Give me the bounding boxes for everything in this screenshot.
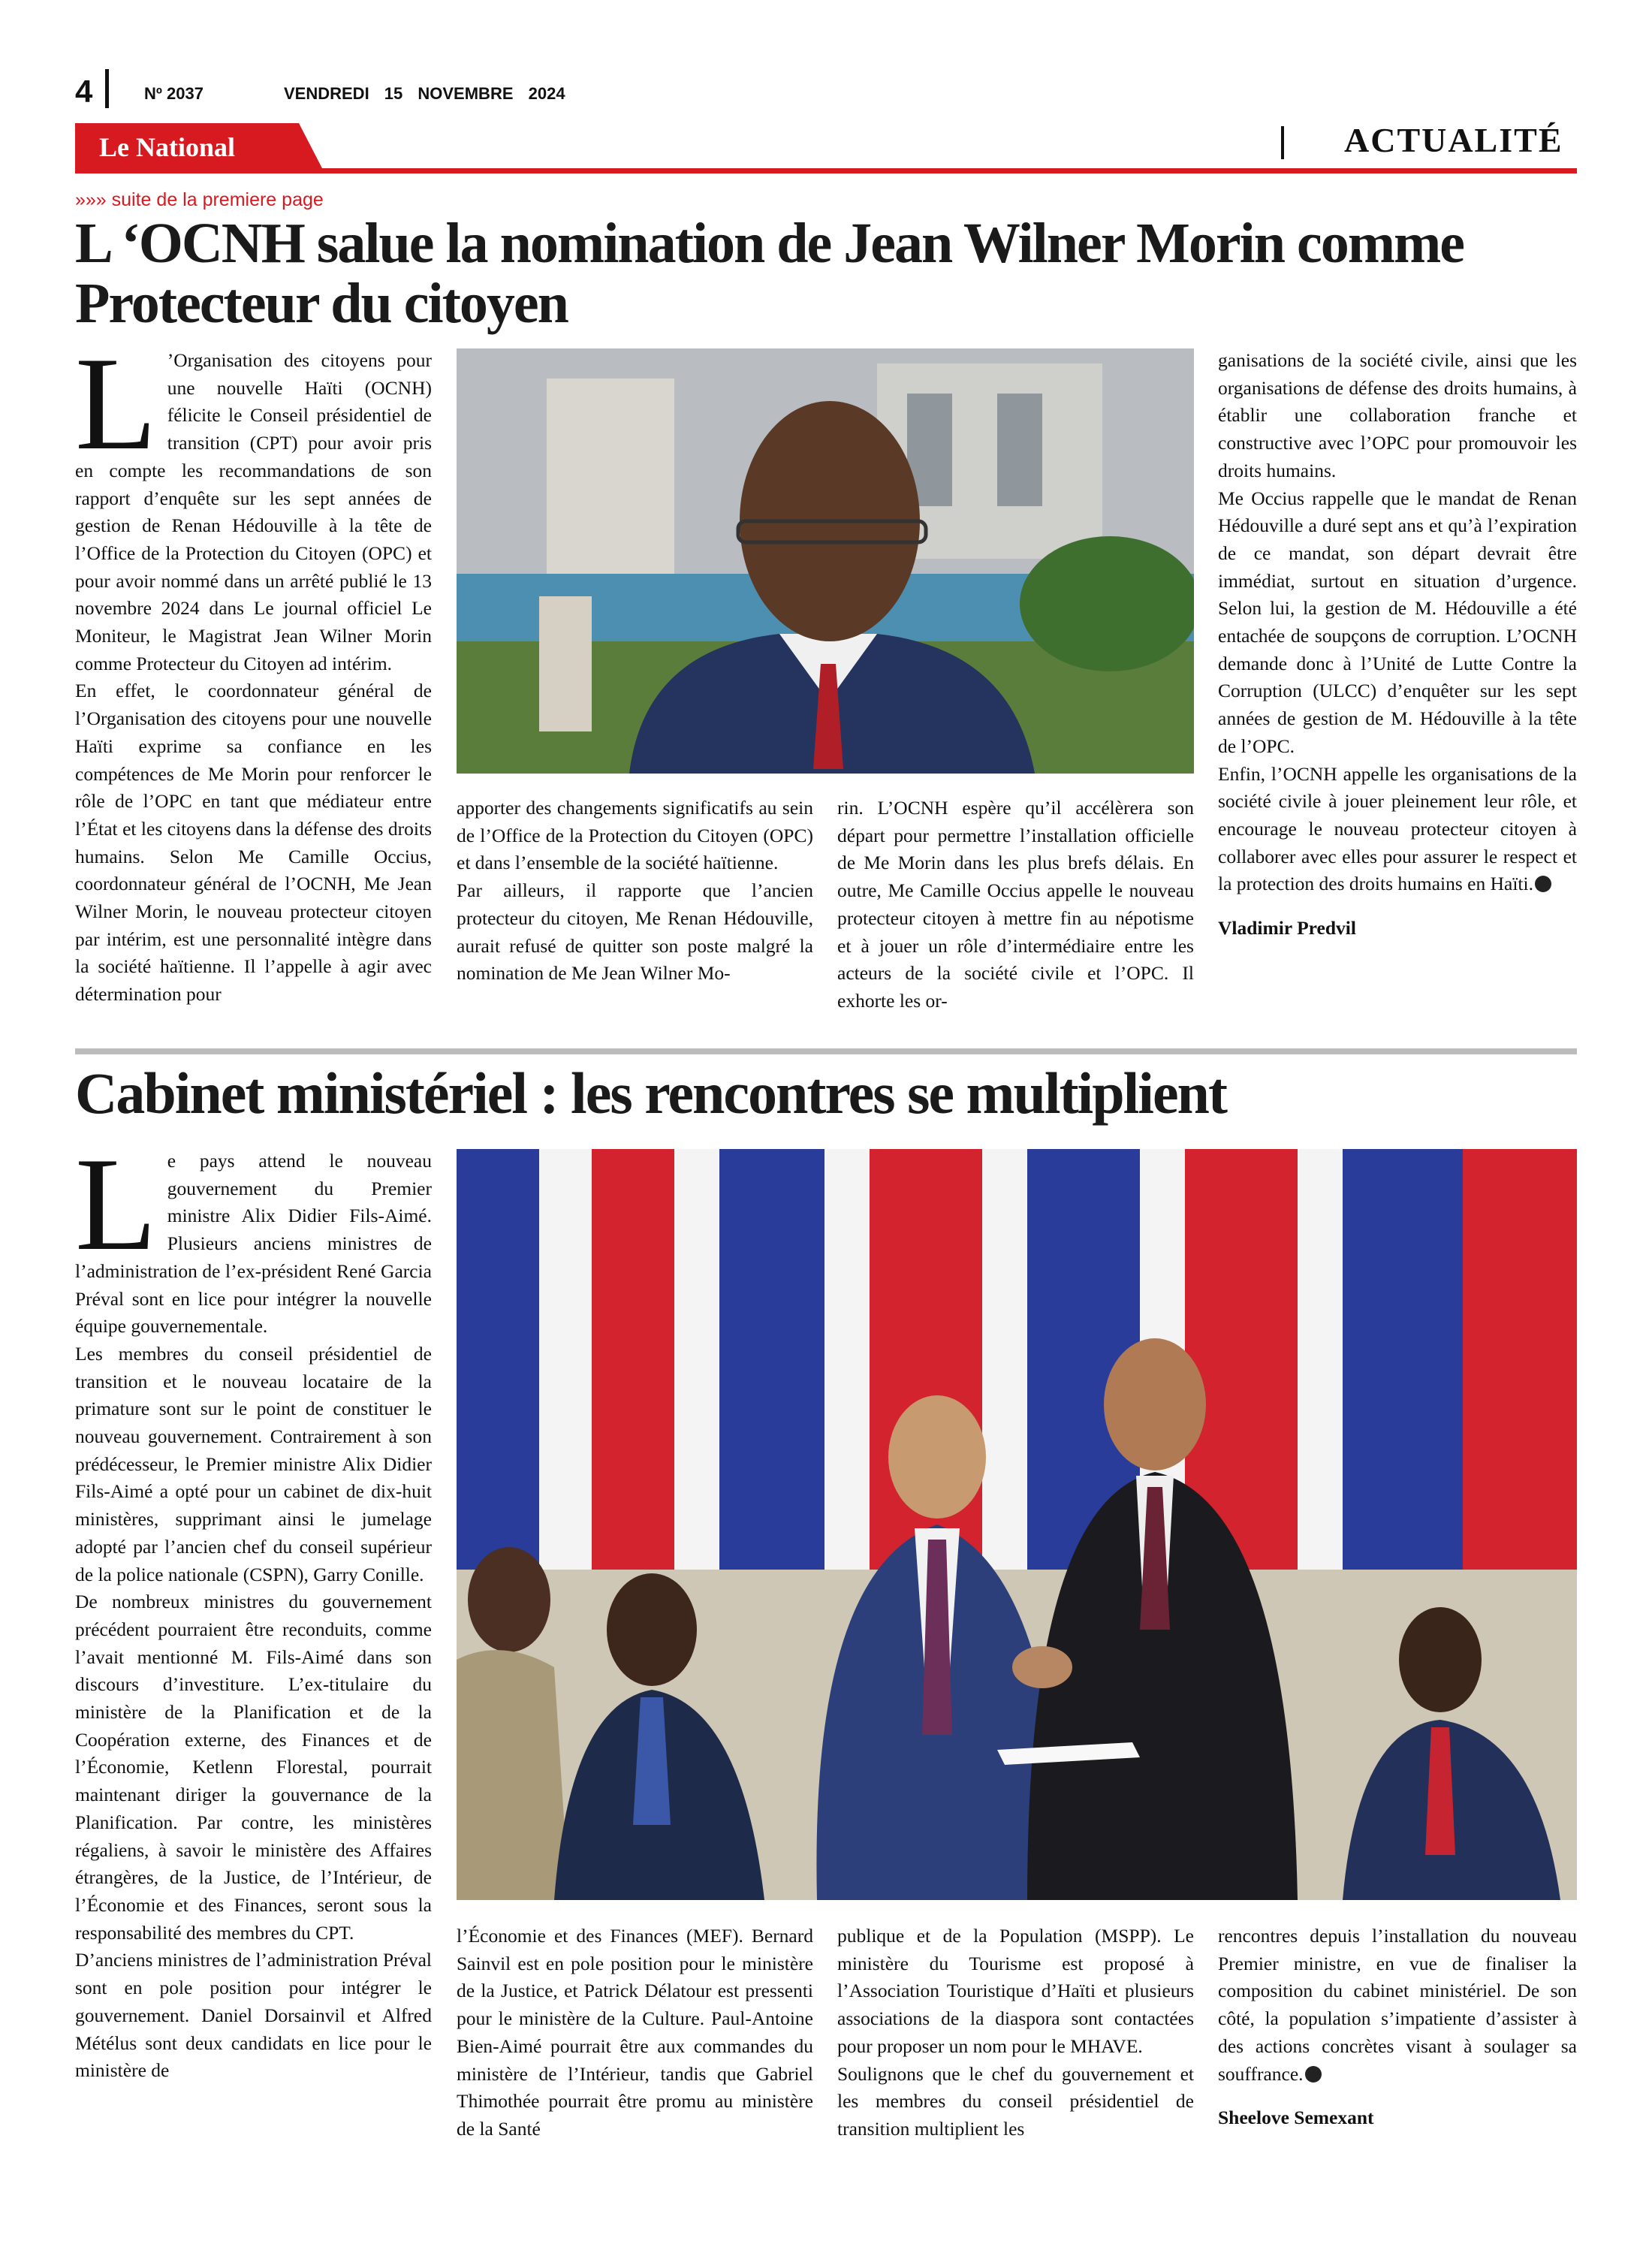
- paragraph: apporter des changements significatifs au sein de l’Office de la Protection du Citoyen (OPC) et dans l’ensemble de la société haïtienne.: [457, 797, 813, 874]
- page-number: 4: [75, 74, 93, 109]
- paragraph: ’Organisation des citoyens pour une nouvelle Haïti (OCNH) félicite le Conseil présidentiel de transition (CPT) pour avoir pris en compte les recommandations de son rapport d’enquête sur les sept années de gestion de Renan Hédouville à la tête de l’Office de la Protection du Citoyen (OPC) et pour avoir nommé dans un arrêté publié le 13 novembre 2024 dans Le journal officiel Le Moniteur, le Magistrat Jean Wilner Morin comme Protecteur du Citoyen ad intérim.: [75, 349, 432, 674]
- article-1-column-1: [75, 329, 432, 1009]
- newspaper-logo: [75, 123, 323, 170]
- article-1-column-3: [837, 795, 1194, 1015]
- paragraph-text: rencontres depuis l’installation du nouveau Premier ministre, en vue de finaliser la composition du cabinet ministériel. De son côté, la population s’impatiente d’assister à des actions concrètes visant à soulager sa souffrance.: [1218, 1925, 1577, 2085]
- paragraph: En effet, le coordonnateur général de l’Organisation des citoyens pour une nouvelle Haïti exprime sa confiance en les compétences de Me Morin pour renforcer le rôle de l’OPC en tant que médiateur entre l’État et les citoyens dans la défense des droits humains. Selon Me Camille Occius, coordonnateur général de l’OCNH, Me Jean Wilner Morin, le nouveau protecteur citoyen par intérim, est une personnalité intègre dans la société haïtienne. Il l’appelle à agir avec détermination pour: [75, 680, 432, 1006]
- paragraph: [1218, 761, 1577, 899]
- photo-cabinet-handshake: [457, 1149, 1577, 1900]
- logo-text: Le National: [99, 132, 236, 162]
- end-mark-icon: [1305, 2066, 1322, 2083]
- section-title: ACTUALITÉ: [1344, 121, 1563, 159]
- article-2-column-4: [1218, 1923, 1577, 2132]
- page-number-divider: [105, 69, 109, 108]
- paragraph: Par ailleurs, il rapporte que l’ancien protecteur du citoyen, Me Renan Hédouville, aurait refusé de quitter son poste malgré la nomination de Me Jean Wilner Mo-: [457, 879, 813, 985]
- paragraph: ganisations de la société civile, ainsi que les organisations de défense des droits humains, à établir une collaboration franche et constructive avec l’OPC pour promouvoir les droits humains.: [1218, 349, 1577, 481]
- article-1-title: L ‘OCNH salue la nomination de Jean Wilner Morin comme Protecteur du citoyen: [75, 212, 1464, 335]
- drop-cap: L: [75, 329, 157, 478]
- paragraph: l’Économie et des Finances (MEF). Bernard Sainvil est en pole position pour le ministère de la Justice, et Patrick Délatour est pressenti pour le ministère de la Culture. Paul-Antoine Bien-Aimé pourrait être aux commandes du ministère de l’Intérieur, tandis que Gabriel Thimothée pourrait être promu au ministère de la Santé: [457, 1925, 813, 2140]
- article-1-author: Vladimir Predvil: [1218, 917, 1356, 940]
- paragraph-text: Enfin, l’OCNH appelle les organisations de la société civile à jouer pleinement leur rôle, et encourage le nouveau protecteur citoyen à collaborer avec elles pour assurer le respect et la protection des droits humains en Haïti.: [1218, 762, 1577, 895]
- article-2-column-1: [75, 1130, 432, 2085]
- section-divider: [1281, 126, 1284, 159]
- article-1-column-4: [1218, 347, 1577, 943]
- paragraph: publique et de la Population (MSPP). Le ministère du Tourisme est proposé à l’Association Touristique d’Haïti et plusieurs associations de la diaspora sont contactées pour proposer un nom pour le MHAVE.: [837, 1925, 1194, 2057]
- article-2-title: Cabinet ministériel : les rencontres se multiplient: [75, 1060, 1226, 1126]
- paragraph: D’anciens ministres de l’administration Préval sont en pole position pour intégrer le gouvernement. Daniel Dorsainvil et Alfred Métélus sont deux candidats en lice pour le ministère de: [75, 1949, 432, 2082]
- flag-drapes: [457, 1149, 1577, 1570]
- issue-date: VENDREDI 15 NOVEMBRE 2024: [284, 84, 565, 103]
- drop-cap: L: [75, 1130, 157, 1278]
- article-2-column-2: [457, 1923, 813, 2143]
- paragraph: De nombreux ministres du gouvernement précédent pourraient être reconduits, comme l’avait mentionné M. Fils-Aimé dans son discours d’investiture. L’ex-titulaire du ministère de la Planification et de la Coopération externe, des Finances et de l’Économie, Ketlenn Florestal, pourrait maintenant diriger la gouvernance de la Planification. Par contre, les ministères régaliens, à savoir le ministère des Affaires étrangères, de la Justice, de l’Intérieur, de l’Économie et des Finances, seront sous la responsabilité des membres du CPT.: [75, 1591, 432, 1944]
- paragraph: e pays attend le nouveau gouvernement du Premier ministre Alix Didier Fils-Aimé. Plusieurs anciens ministres de l’administration de l’ex-président René Garcia Préval sont en lice pour intégrer la nouvelle équipe gouvernementale.: [75, 1150, 432, 1338]
- article-kicker: »»» suite de la premiere page: [75, 189, 324, 210]
- paragraph: Les membres du conseil présidentiel de transition et le nouveau locataire de la primature sont sur le point de constituer le nouveau gouvernement. Contrairement à son prédécesseur, le Premier ministre Alix Didier Fils-Aimé a opté pour un cabinet de dix-huit ministères, supprimant ainsi le jumelage adopté par l’ancien chef du conseil supérieur de la police nationale (CSPN), Garry Conille.: [75, 1342, 432, 1585]
- article-2-author: Sheelove Semexant: [1218, 2107, 1374, 2129]
- paragraph: Soulignons que le chef du gouvernement et les membres du conseil présidentiel de transition multiplient les: [837, 2062, 1194, 2140]
- article-2-column-3: [837, 1923, 1194, 2143]
- article-1-column-2: [457, 795, 813, 988]
- header-rule: [75, 168, 1577, 173]
- paragraph: rin. L’OCNH espère qu’il accélèrera son départ pour permettre l’installation officielle de Me Morin dans les plus brefs délais. En outre, Me Camille Occius appelle le nouveau protecteur citoyen à mettre fin au népotisme et à jouer un rôle d’intermédiaire entre les acteurs de la société civile et l’OPC. Il exhorte les or-: [837, 797, 1194, 1012]
- article-divider: [75, 1048, 1577, 1054]
- end-mark-icon: [1535, 876, 1551, 892]
- photo-jean-wilner-morin: [457, 348, 1194, 774]
- paragraph: [1218, 1923, 1577, 2088]
- issue-number: Nº 2037: [144, 84, 203, 103]
- paragraph: Me Occius rappelle que le mandat de Renan Hédouville a duré sept ans et qu’à l’expiration de ce mandat, son départ devrait être immédiat, surtout en situation d’urgence. Selon lui, la gestion de M. Hédouville a été entachée de soupçons de corruption. L’OCNH demande donc à l’Unité de Lutte Contre la Corruption (ULCC) d’enquêter sur les sept années de gestion de M. Hédouville à la tête de l’OPC.: [1218, 487, 1577, 757]
